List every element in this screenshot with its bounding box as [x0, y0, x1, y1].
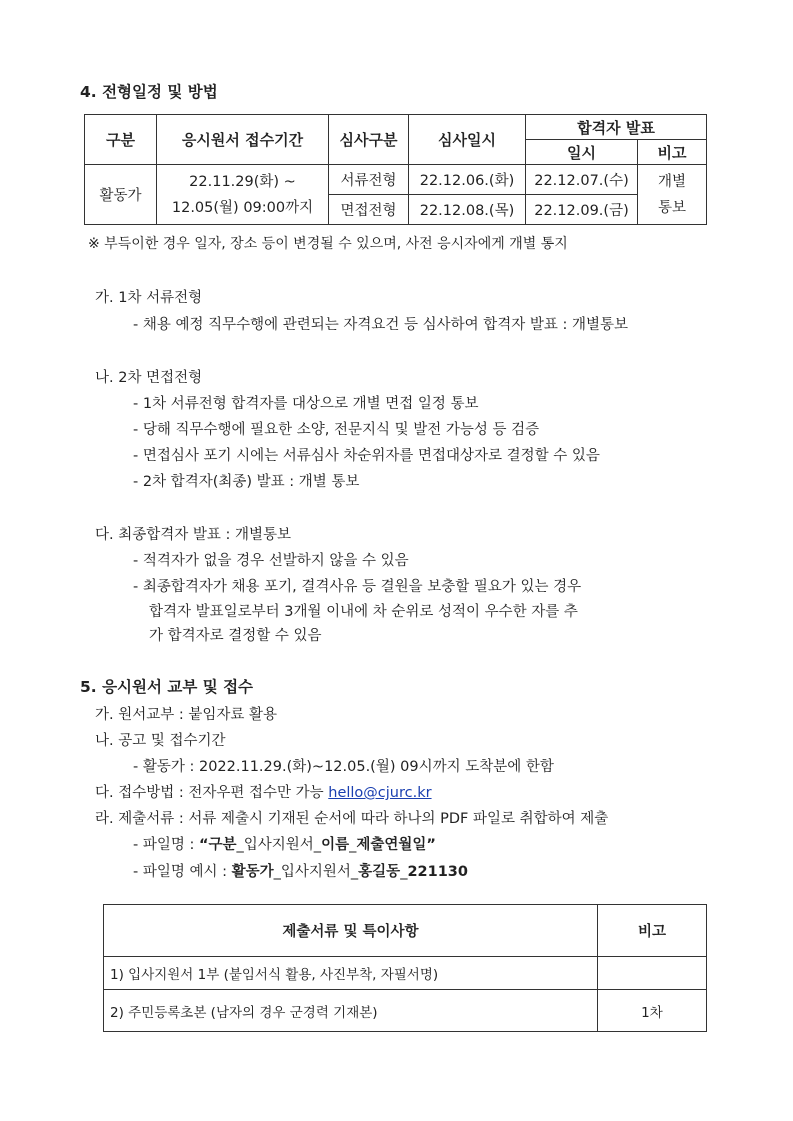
period-line-1: 22.11.29(화) ~ [189, 173, 296, 190]
docs-note-header: 비고 [598, 905, 707, 957]
s5-ra: 라. 제출서류 : 서류 제출시 기재된 순서에 따라 하나의 PDF 파일로 취합하여 제출 [95, 811, 609, 827]
filename-label: - 파일명 : [133, 837, 199, 853]
docs-header: 제출서류 및 특이사항 [104, 905, 598, 957]
docs-row-1: 1) 입사지원서 1부 (붙임서식 활용, 사진부착, 자필서명) [104, 957, 598, 990]
quote-close: ” [426, 837, 436, 853]
na-item-1: - 1차 서류전형 합격자를 대상으로 개별 면접 일정 통보 [133, 396, 479, 412]
header-period: 응시원서 접수기간 [157, 115, 329, 165]
note-line-1: 개별 [657, 173, 686, 190]
header-when: 일시 [526, 140, 638, 165]
docs-row-2: 2) 주민등록초본 (남자의 경우 군경력 기재본) [104, 990, 598, 1032]
example-label: - 파일명 예시 : [133, 864, 232, 880]
header-date: 심사일시 [409, 115, 526, 165]
example-part-name: 홍길동 [358, 864, 401, 880]
s5-da [95, 781, 432, 802]
na-title: 나. 2차 면접전형 [95, 370, 203, 386]
section-5-title: 5. 응시원서 교부 및 접수 [80, 678, 254, 696]
email-link[interactable]: hello@cjurc.kr [328, 785, 432, 801]
na-item-4: - 2차 합격자(최종) 발표 : 개별 통보 [133, 474, 360, 490]
docs-row-1-note [598, 957, 707, 990]
filename-part-app: _입사지원서_ [236, 837, 322, 853]
filename-part-date: 제출연월일 [356, 837, 427, 853]
na-item-2: - 당해 직무수행에 필요한 소양, 전문지식 및 발전 가능성 등 검증 [133, 422, 540, 438]
example-sep: _ [400, 864, 408, 880]
header-type: 심사구분 [329, 115, 409, 165]
note-line-2: 통보 [657, 199, 686, 216]
filename-sep: _ [349, 837, 357, 853]
ga-item-1: - 채용 예정 직무수행에 관련되는 자격요건 등 심사하여 합격자 발표 : 개별통보 [133, 317, 629, 333]
da-item-2: - 최종합격자가 채용 포기, 결격사유 등 결원을 보충할 필요가 있는 경우 [133, 579, 582, 595]
example-part-date: 221130 [407, 864, 468, 880]
example-part-gubun: 활동가 [231, 864, 274, 880]
da-item-2-cont-2: 가 합격자로 결정할 수 있음 [149, 628, 322, 644]
docs-row-2-note: 1차 [598, 990, 707, 1032]
da-item-1: - 적격자가 없을 경우 선발하지 않을 수 있음 [133, 553, 409, 569]
filename-part-name: 이름 [321, 837, 350, 853]
r1-type: 서류전형 [329, 165, 409, 195]
filename-example [133, 860, 468, 881]
period-line-2: 12.05(월) 09:00까지 [171, 199, 314, 216]
ga-title: 가. 1차 서류전형 [95, 290, 203, 306]
s5-ga: 가. 원서교부 : 붙임자료 활용 [95, 707, 278, 723]
r2-announce: 22.12.09.(금) [526, 195, 638, 225]
da-item-2-cont-1: 합격자 발표일로부터 3개월 이내에 차 순위로 성적이 우수한 자를 추 [149, 604, 578, 620]
schedule-footnote: ※ 부득이한 경우 일자, 장소 등이 변경될 수 있으며, 사전 응시자에게 개별 통지 [88, 236, 568, 252]
section-4-title: 4. 전형일정 및 방법 [80, 83, 218, 101]
na-item-3: - 면접심사 포기 시에는 서류심사 차순위자를 면접대상자로 결정할 수 있음 [133, 448, 600, 464]
r1-date: 22.12.06.(화) [409, 165, 526, 195]
example-part-app: _입사지원서_ [273, 864, 359, 880]
s5-da-text: 다. 접수방법 : 전자우편 접수만 가능 [95, 785, 329, 801]
r2-date: 22.12.08.(목) [409, 195, 526, 225]
period-cell [157, 165, 329, 225]
s5-na-item: - 활동가 : 2022.11.29.(화)~12.05.(월) 09시까지 도착분에 한함 [133, 759, 554, 775]
header-announce: 합격자 발표 [526, 115, 707, 140]
header-note: 비고 [638, 140, 707, 165]
row-label: 활동가 [85, 165, 157, 225]
schedule-table [84, 114, 707, 225]
da-title: 다. 최종합격자 발표 : 개별통보 [95, 527, 292, 543]
filename-part-gubun: 구분 [208, 837, 237, 853]
r1-announce: 22.12.07.(수) [526, 165, 638, 195]
r2-type: 면접전형 [329, 195, 409, 225]
filename-rule [133, 833, 436, 854]
s5-na: 나. 공고 및 접수기간 [95, 733, 226, 749]
quote-open: “ [198, 837, 209, 853]
header-gubun: 구분 [85, 115, 157, 165]
documents-table [103, 904, 707, 1032]
note-cell [638, 165, 707, 225]
